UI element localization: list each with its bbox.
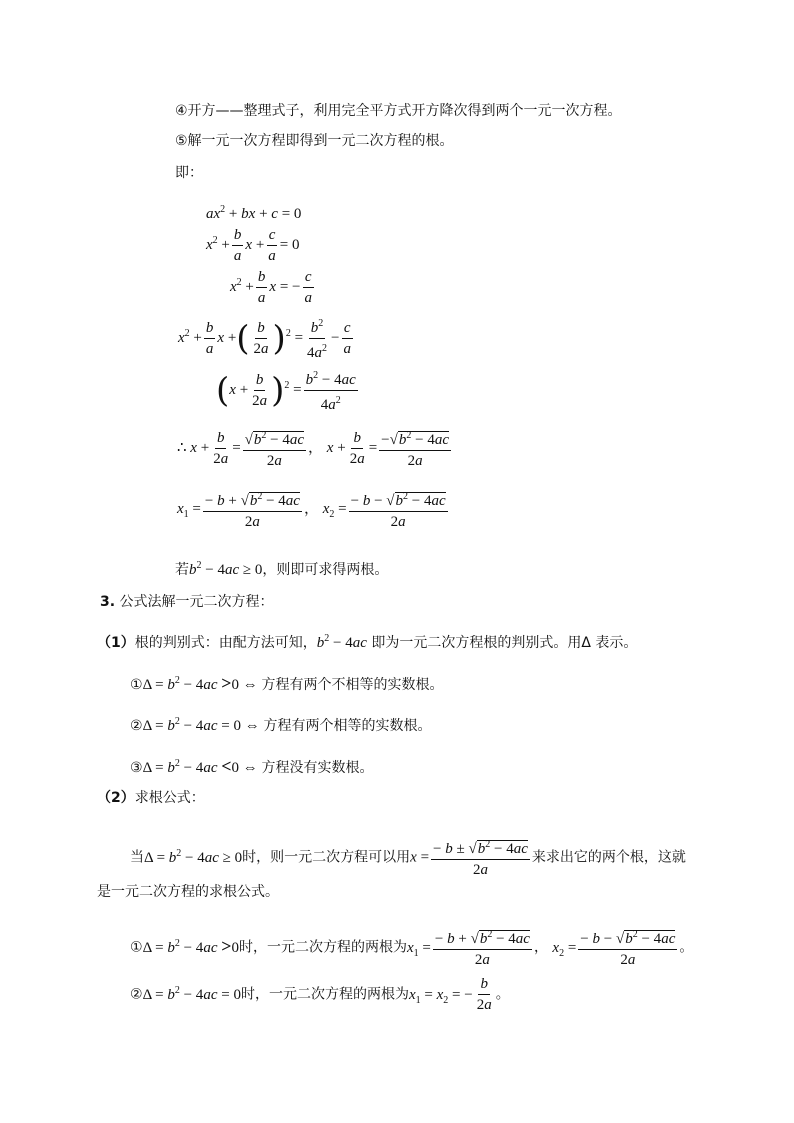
equation-2: $x^2$ + $\frac{b}{a}$ x + $\frac{c}{a}$ = 0 — [206, 227, 300, 264]
root-formula-heading: （2）求根公式： — [97, 790, 205, 806]
comma: ， — [303, 500, 319, 517]
equation-6: ∴ x + $\frac{b}{2a}$ = $\frac{√b^2 - 4ac}{2a}$ ， x + $\frac{b}{2a}$ = $\frac{-√b^2 - 4ac}{2a}$ — [177, 427, 453, 470]
ji-label: 即： — [175, 165, 203, 181]
equation-5: (x + $\frac{b}{2a}$ )$^2$ = $\frac{b^2 - 4ac}{4a^2}$ — [216, 367, 360, 414]
equation-7: $x_1$ = $\frac{- b + √b^2 - 4ac}{2a}$ ， $x_2$ = $\frac{- b - √b^2 - 4ac}{2a}$ — [177, 488, 450, 531]
root-case-1: ①Δ = $b^2 - 4ac >0$时，一元二次方程的两根为$x_1$ = $\frac{- b + √b^2 - 4ac}{2a}$ ， $x_2$ = $\frac{- b - √b^2 - 4ac}{2a}$ 。 — [130, 926, 693, 969]
discriminant-definition: （1）根的判别式：由配方法可知，$b^2 - 4ac$ 即为一元二次方程根的判别式。用Δ 表示。 — [97, 633, 638, 651]
case-1: ①Δ = $b^2 - 4ac >0$ ⇔ 方程有两个不相等的实数根。 — [130, 673, 444, 693]
equation-1: $ax^2$ + bx + c = 0 — [206, 204, 302, 222]
equation-4: $x^2$ + $\frac{b}{a}$ x +( $\frac{b}{2a}$ )$^2$ = $\frac{b^2}{4a^2}$ − $\frac{c}{a}$ — [178, 315, 355, 362]
step-5: ⑤解一元一次方程即得到一元二次方程的根。 — [175, 133, 454, 149]
comma: ， — [308, 439, 324, 456]
therefore-symbol: ∴ — [177, 439, 187, 456]
step-4: ④开方——整理式子，利用完全平方式开方降次得到两个一元一次方程。 — [175, 103, 622, 119]
root-formula-line: 当$\Delta = b^2 - 4ac \ge 0$时，则一元二次方程可以用x = $\frac{- b \pm √b^2 - 4ac}{2a}$ 来求出它的两个根，这就 — [130, 836, 686, 879]
condition-line: 若$b^2 - 4ac \ge 0$，则即可求得两根。 — [175, 560, 389, 578]
case-3: ③Δ = $b^2 - 4ac <0$ ⇔ 方程没有实数根。 — [130, 756, 374, 776]
case-2: ②Δ = $b^2 - 4ac = 0$ ⇔ 方程有两个相等的实数根。 — [130, 716, 432, 734]
root-case-2: ②Δ = $b^2 - 4ac = 0$时，一元二次方程的两根为$x_1 = x_2$ = − $\frac{b}{2a}$ 。 — [130, 976, 510, 1013]
equation-3: $x^2$ + $\frac{b}{a}$ x = − $\frac{c}{a}$ — [230, 269, 312, 306]
root-formula-conclusion: 是一元二次方程的求根公式。 — [97, 884, 279, 900]
section-3-heading: 3. 公式法解一元二次方程： — [100, 594, 274, 610]
